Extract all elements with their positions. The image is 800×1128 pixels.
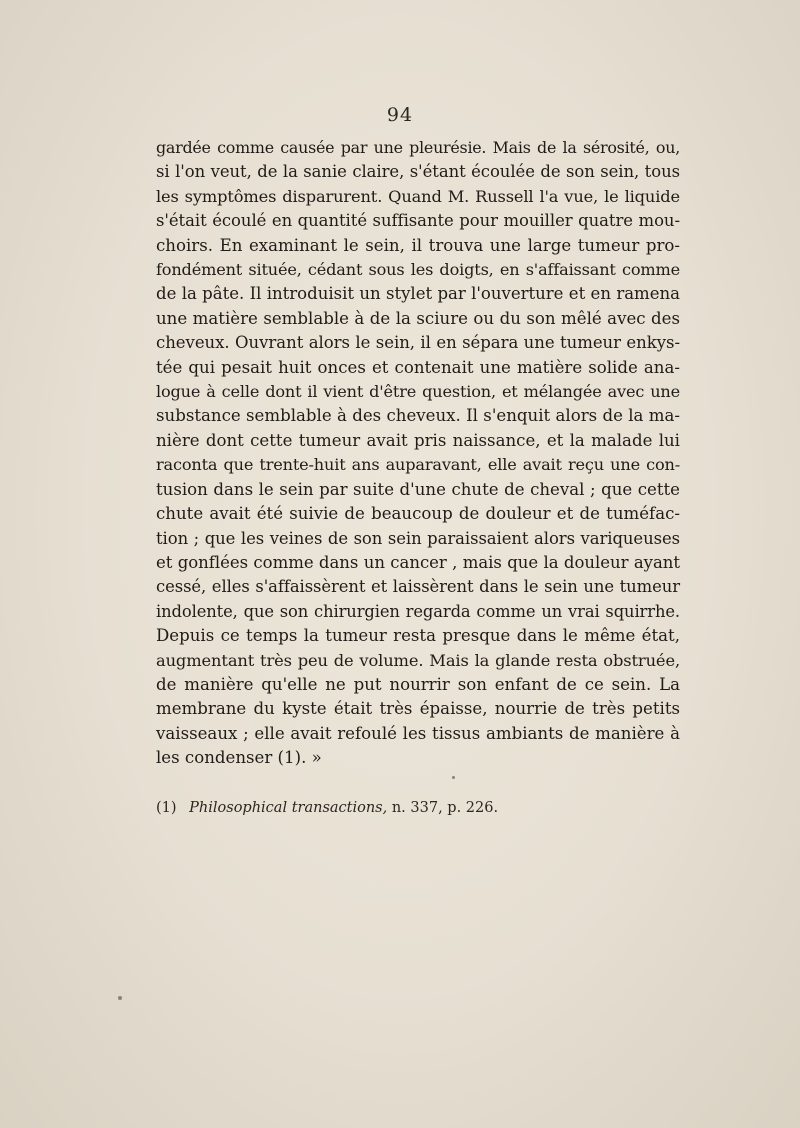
text-line: membrane du kyste était très épaisse, nourrie de très petits <box>156 699 680 719</box>
text-line: s'était écoulé en quantité suffisante pour mouiller quatre mou- <box>156 211 680 231</box>
text-line: substance semblable à des cheveux. Il s'enquit alors de la ma- <box>156 406 680 426</box>
text-line: gardée comme causée par une pleurésie. Mais de la sérosité, ou, <box>156 138 680 157</box>
text-line: cheveux. Ouvrant alors le sein, il en sépara une tumeur enkys- <box>156 333 680 353</box>
text-line: choirs. En examinant le sein, il trouva une large tumeur pro- <box>156 235 680 255</box>
footnote <box>156 800 680 816</box>
footnote-reference: n. 337, p. 226. <box>391 800 499 816</box>
footnote-marker: (1) <box>156 800 177 816</box>
text-line: de manière qu'elle ne put nourrir son enfant de ce sein. La <box>156 674 680 694</box>
paper-speck <box>452 776 455 779</box>
text-line: les condenser (1). » <box>156 748 322 768</box>
paper-speck <box>118 996 122 1000</box>
text-line: augmentant très peu de volume. Mais la glande resta obstruée, <box>156 650 680 670</box>
text-line: nière dont cette tumeur avait pris naissance, et la malade lui <box>156 430 680 450</box>
text-line: tion ; que les veines de son sein paraissaient alors variqueuses <box>156 528 680 548</box>
text-line: raconta que trente-huit ans auparavant, elle avait reçu une con- <box>156 455 680 475</box>
text-line: logue à celle dont il vient d'être question, et mélangée avec une <box>156 382 680 402</box>
text-line: une matière semblable à de la sciure ou du son mêlé avec des <box>156 308 680 328</box>
text-line: cessé, elles s'affaissèrent et laissèrent dans le sein une tumeur <box>156 577 680 597</box>
text-line: vaisseaux ; elle avait refoulé les tissus ambiants de manière à <box>156 723 680 743</box>
text-line: fondément située, cédant sous les doigts, en s'affaissant comme <box>156 260 680 280</box>
footnote-title: Philosophical transactions, <box>189 800 388 816</box>
text-line: indolente, que son chirurgien regarda comme un vrai squirrhe. <box>156 601 680 621</box>
text-line: tusion dans le sein par suite d'une chute de cheval ; que cette <box>156 479 680 499</box>
text-line: les symptômes disparurent. Quand M. Russell l'a vue, le liquide <box>156 186 680 206</box>
text-line: chute avait été suivie de beaucoup de douleur et de tuméfac- <box>156 504 680 524</box>
body-paragraph <box>156 136 680 771</box>
text-line: si l'on veut, de la sanie claire, s'étant écoulée de son sein, tous <box>156 162 680 182</box>
text-line: et gonflées comme dans un cancer , mais que la douleur ayant <box>156 552 680 572</box>
text-line: de la pâte. Il introduisit un stylet par l'ouverture et en ramena <box>156 284 680 304</box>
text-line: Depuis ce temps la tumeur resta presque dans le même état, <box>156 626 680 646</box>
text-line: tée qui pesait huit onces et contenait une matière solide ana- <box>156 357 680 377</box>
page-number: 94 <box>386 104 414 126</box>
